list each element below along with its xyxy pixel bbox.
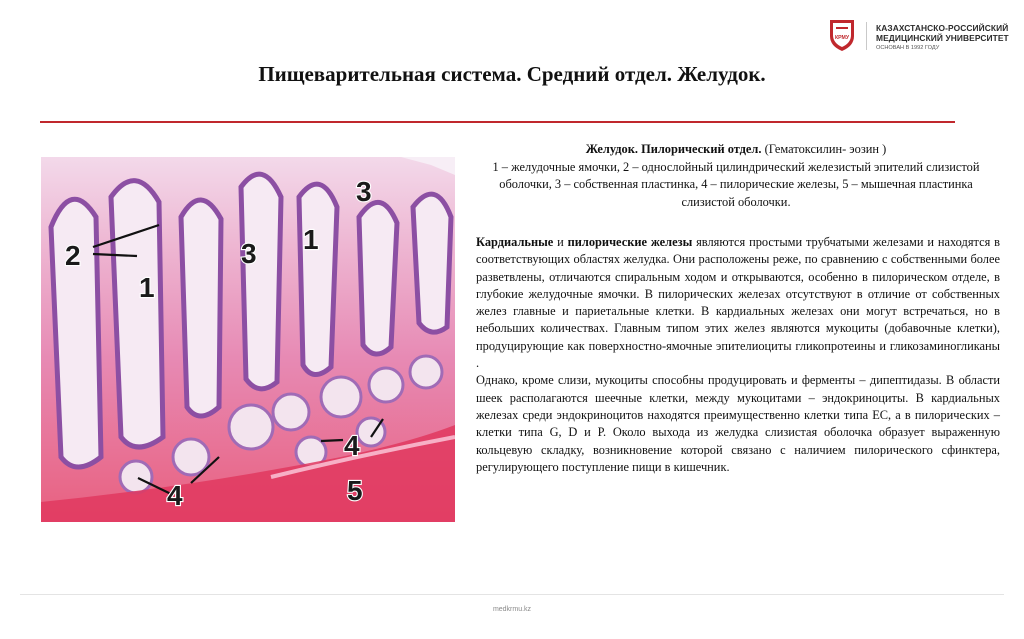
logo-name-line2: МЕДИЦИНСКИЙ УНИВЕРСИТЕТ (876, 33, 1009, 43)
histology-micrograph (41, 157, 455, 522)
micrograph-label-4-left: 4 (167, 480, 183, 511)
body-text (476, 234, 1000, 476)
term-cardiac: Кардиальные (476, 235, 554, 249)
micrograph-svg (41, 157, 455, 522)
body-paragraph-2: Однако, кроме слизи, мукоциты способны продуцировать и ферменты – дипептидазы. В области шеек располагаются шеечные клетки, между мукоцитами – эндокриноциты. В кардиальных железах среди эндокриноцитов находятся преимущественно клетки типа ЕС, а в пилорических – клетки типа G, D и Р. Около выхода из желудка слизистая оболочка образует выраженную кольцевую складку, возникновение которой связано с наличием пилорического сфинктера, регулирующего поступление пищи в кишечник. (476, 373, 1000, 474)
caption-stain: (Гематоксилин- эозин ) (761, 142, 887, 156)
caption-legend: 1 – желудочные ямочки, 2 – однослойный цилиндрический железистый эпителий слизистой оболочки, 3 – собственная пластинка, 4 – пилорические железы, 5 – мышечная пластинка слизистой оболочки. (492, 159, 980, 209)
micrograph-label-1-right: 1 (303, 224, 319, 255)
footer-url: medkrmu.kz (492, 606, 532, 613)
micrograph-label-5: 5 (347, 475, 363, 506)
micrograph-label-2: 2 (65, 240, 81, 271)
figure-caption (472, 141, 1000, 211)
micrograph-label-3-center: 3 (241, 238, 257, 269)
micrograph-label-1-left: 1 (139, 272, 155, 303)
university-logo (828, 18, 1016, 58)
logo-divider (866, 22, 867, 50)
micrograph-label-4-right: 4 (344, 430, 360, 461)
logo-founded: ОСНОВАН В 1992 ГОДУ (876, 45, 940, 51)
logo-name-line1: КАЗАХСТАНСКО-РОССИЙСКИЙ (876, 23, 1009, 33)
micrograph-label-3-top: 3 (356, 176, 372, 207)
title-divider (40, 121, 955, 123)
term-pyloric-glands: пилорические железы (567, 235, 693, 249)
conjunction-and: и (553, 235, 568, 249)
footer-divider (20, 594, 1004, 595)
shield-emblem-icon (828, 18, 856, 52)
page-title: Пищеварительная система. Средний отдел. Желудок. (258, 62, 766, 86)
paragraph-1-text: являются простыми трубчатыми железами и находятся в соответствующих областях желудка. Они расположены реже, по сравнению с собственными более разветвлены, отличаются спиральным ходом и открываются, особенно в пилорическом отделе, в глубокие желудочные ямочки. В пилорических железах отсутствуют в отличие от собственных желез главные и париетальные клетки. В кардиальных железах они могут встречаться, но в небольших количествах. Главным типом этих желез являются мукоциты (добавочные клетки), продуцирующие как поверхностно-ямочные эпителиоциты гликопротеины и гликозаминогликаны . (476, 235, 1000, 371)
emblem-text: КРМУ (834, 35, 850, 41)
body-paragraph-1 (476, 234, 1000, 372)
caption-title: Желудок. Пилорический отдел. (585, 142, 762, 156)
